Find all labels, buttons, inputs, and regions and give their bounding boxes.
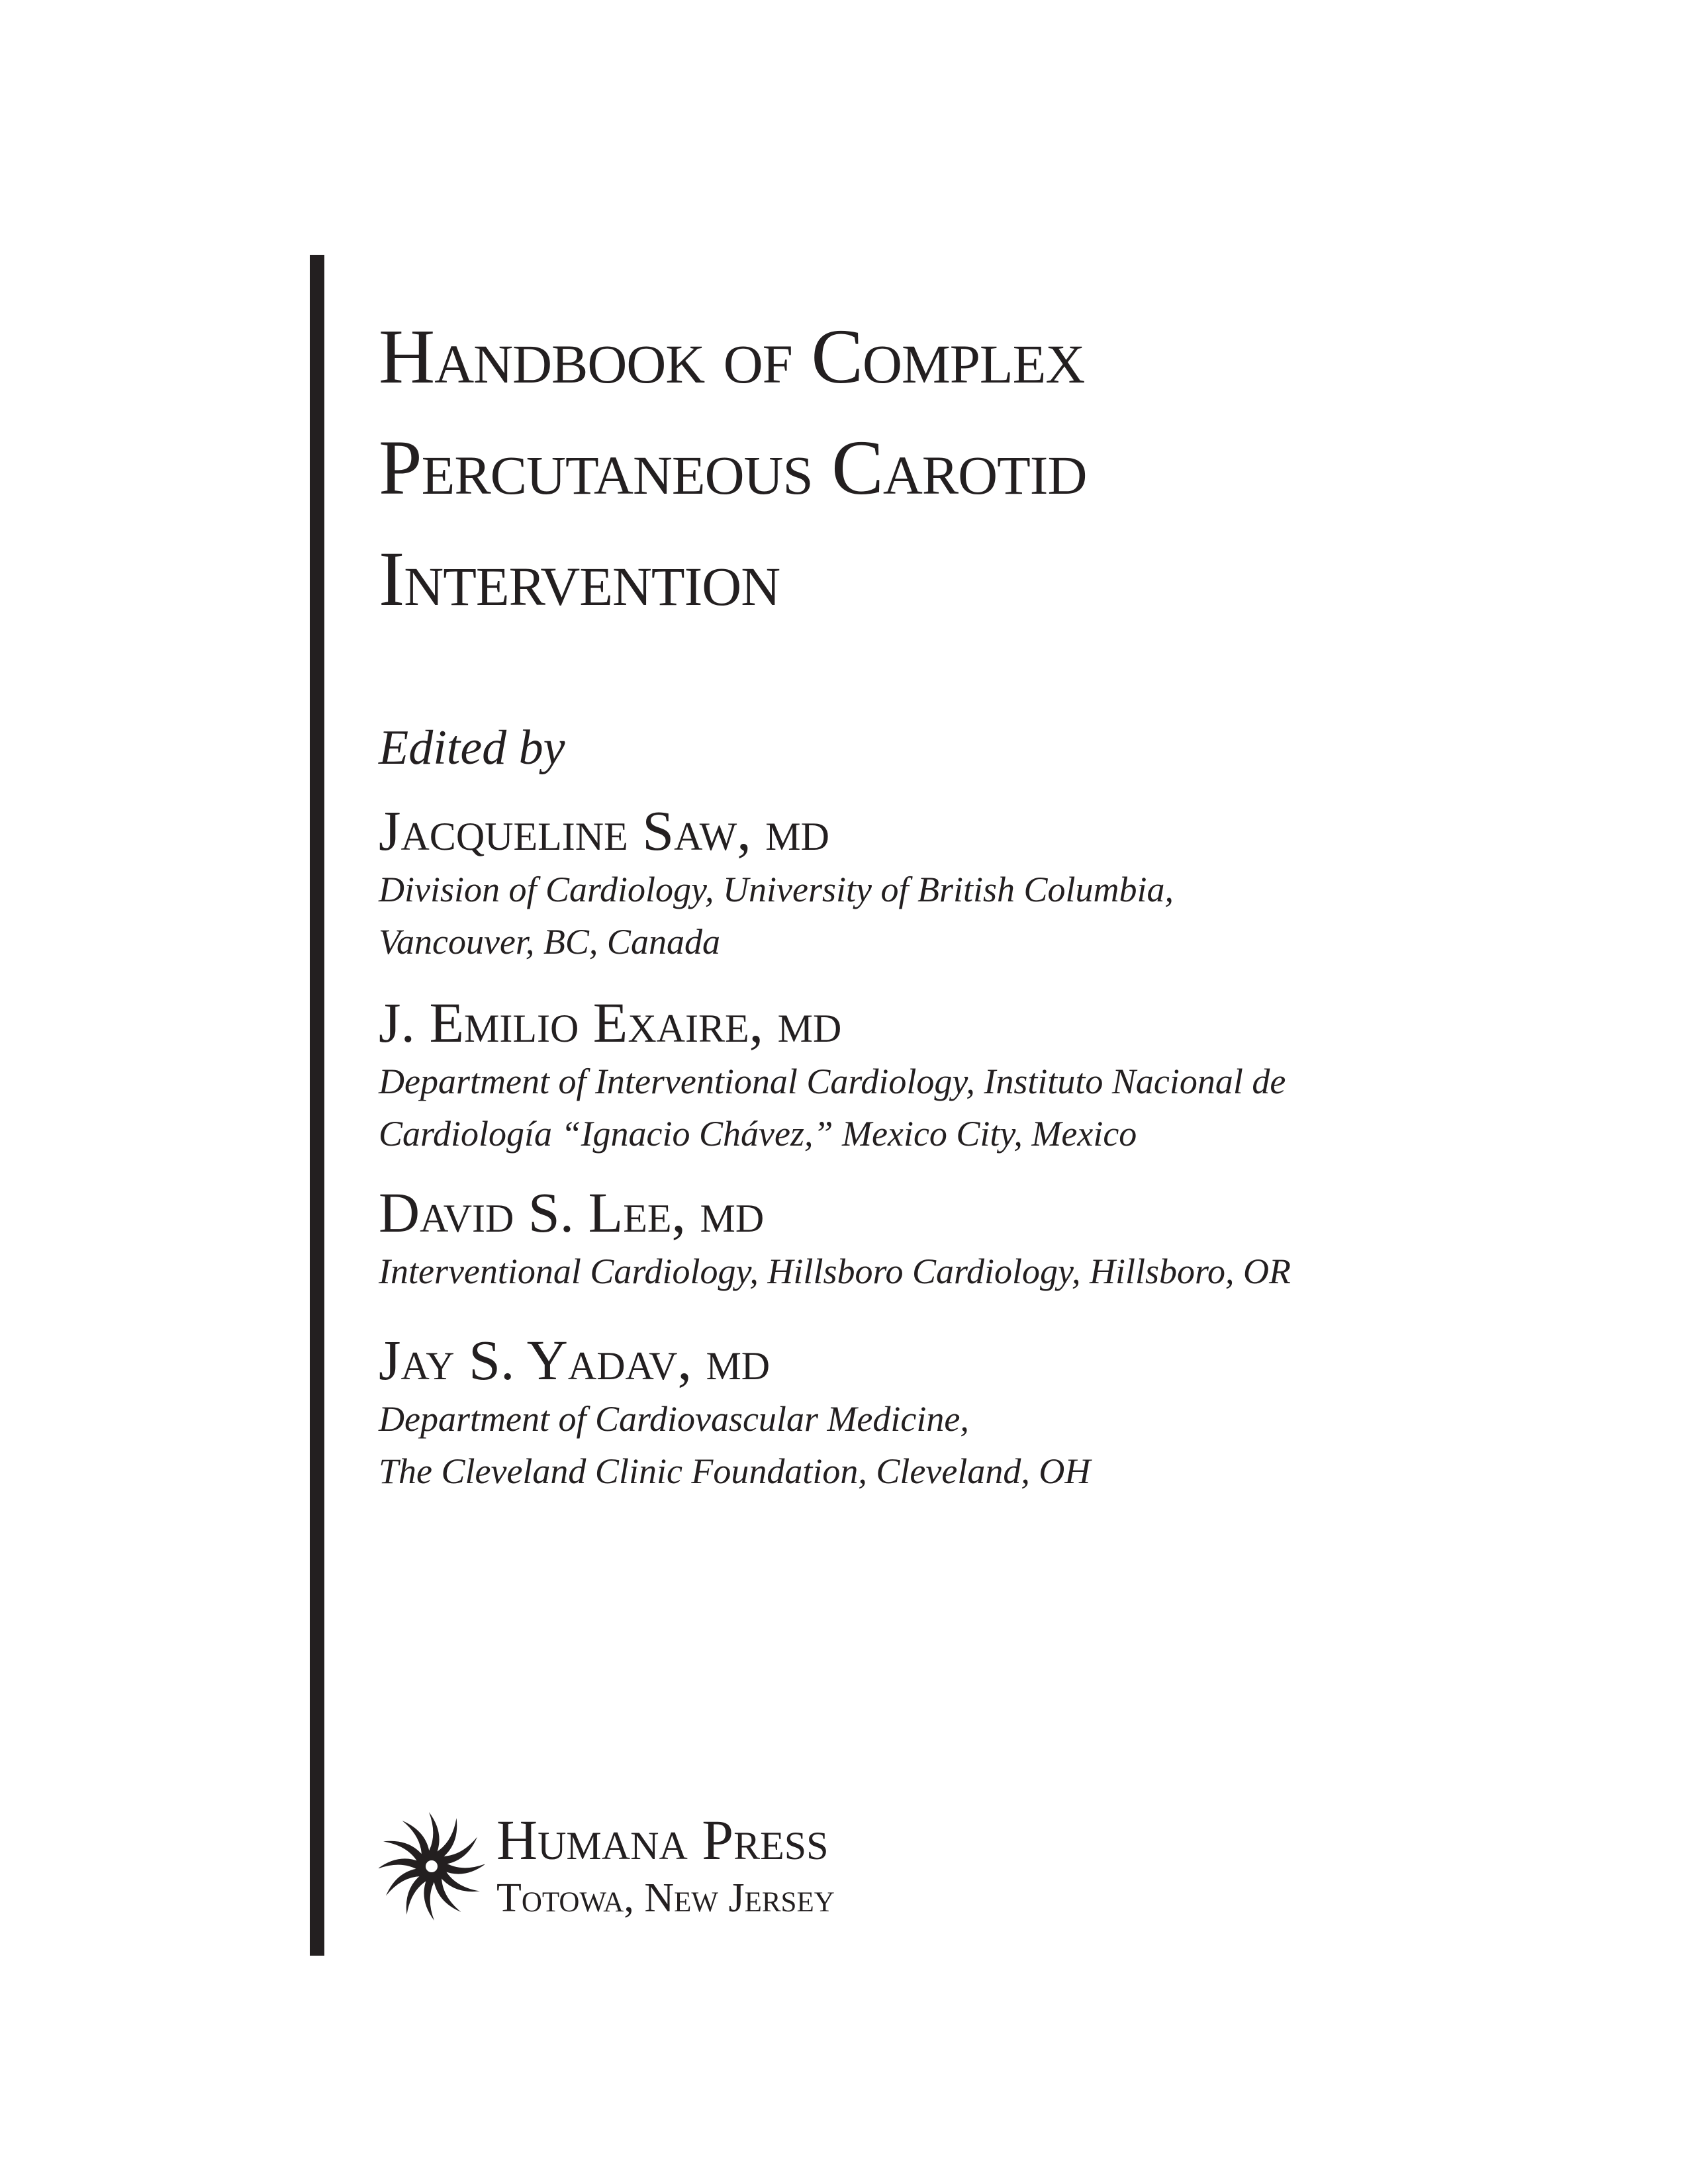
editor-affiliation-line: Department of Cardiovascular Medicine, (379, 1399, 969, 1439)
editor-affiliation-line: Department of Interventional Cardiology, Instituto Nacional de (379, 1062, 1286, 1101)
editor-affiliation-line: Vancouver, BC, Canada (379, 922, 720, 962)
editor-affiliation-line: The Cleveland Clinic Foundation, Cleveland, OH (379, 1451, 1091, 1491)
publisher-location: Totowa, New Jersey (496, 1876, 835, 1921)
edited-by-label: Edited by (379, 721, 565, 775)
editor-affiliation-line: Division of Cardiology, University of British Columbia, (379, 870, 1174, 909)
book-title (379, 301, 1086, 635)
editor-lee (379, 1179, 1291, 1298)
editor-name: David S. Lee, md (379, 1181, 765, 1244)
editor-yadav (379, 1327, 1090, 1498)
editor-affiliation-line: Cardiología “Ignacio Chávez,” Mexico City, Mexico (379, 1114, 1137, 1154)
editor-saw (379, 797, 1174, 968)
sunburst-logo-icon (379, 1807, 485, 1926)
editor-exaire (379, 989, 1286, 1160)
publisher-name: Humana Press (496, 1808, 829, 1872)
title-line-2: Percutaneous Carotid (379, 424, 1087, 511)
editor-name: Jay S. Yadav, md (379, 1328, 771, 1392)
title-line-1: Handbook of Complex (379, 313, 1085, 400)
editor-affiliation-line: Interventional Cardiology, Hillsboro Cardiology, Hillsboro, OR (379, 1251, 1291, 1291)
title-line-3: Intervention (379, 535, 780, 622)
editor-name: Jacqueline Saw, md (379, 799, 829, 862)
editor-name: J. Emilio Exaire, md (379, 991, 842, 1054)
vertical-rule (310, 255, 324, 1956)
